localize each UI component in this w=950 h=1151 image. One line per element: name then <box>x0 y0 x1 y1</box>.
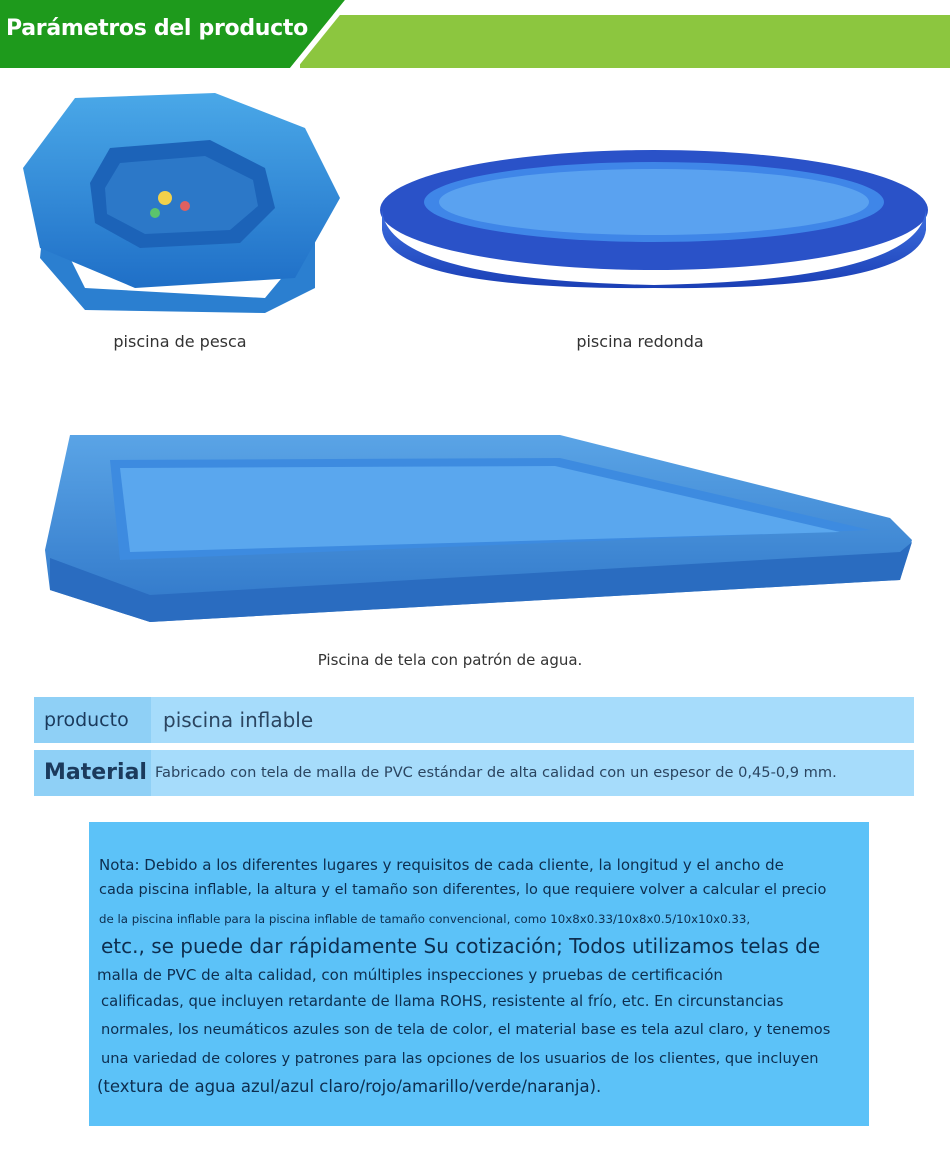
note-line: Nota: Debido a los diferentes lugares y requisitos de cada cliente, la longitud y el ancho de <box>99 856 784 874</box>
note-line: calificadas, que incluyen retardante de llama ROHS, resistente al frío, etc. En circunstancias <box>101 993 784 1010</box>
caption-fishing-pool: piscina de pesca <box>113 332 247 351</box>
note-line: malla de PVC de alta calidad, con múltiples inspecciones y pruebas de certificación <box>97 966 723 984</box>
caption-round-pool: piscina redonda <box>576 332 704 351</box>
spec-row-material <box>34 750 918 796</box>
spec-label-product: producto <box>34 697 156 743</box>
page-title: Parámetros del producto <box>6 16 308 41</box>
round-pool-image <box>378 140 930 290</box>
note-line: de la piscina inflable para la piscina inflable de tamaño convencional, como 10x8x0.33/10x8x0.5/10x10x0.33, <box>99 912 751 926</box>
spec-value-product: piscina inflable <box>151 697 914 743</box>
caption-rect-pool: Piscina de tela con patrón de agua. <box>317 651 583 669</box>
header-banner <box>0 0 950 70</box>
spec-label-material: Material <box>34 750 156 796</box>
note-line: una variedad de colores y patrones para las opciones de los usuarios de los clientes, que incluyen <box>101 1050 819 1067</box>
note-box <box>89 822 869 1126</box>
octagon-fishing-pool-image <box>15 88 343 316</box>
spec-value-material: Fabricado con tela de malla de PVC estándar de alta calidad con un espesor de 0,45-0,9 mm. <box>151 750 914 796</box>
note-line: etc., se puede dar rápidamente Su cotización; Todos utilizamos telas de <box>101 934 821 958</box>
spec-row-product <box>34 697 918 743</box>
rectangular-pool-image <box>40 430 915 625</box>
note-line: cada piscina inflable, la altura y el tamaño son diferentes, lo que requiere volver a calcular el precio <box>99 882 827 898</box>
note-line: (textura de agua azul/azul claro/rojo/amarillo/verde/naranja). <box>97 1077 602 1096</box>
note-line: normales, los neumáticos azules son de tela de color, el material base es tela azul claro, y tenemos <box>101 1021 831 1038</box>
